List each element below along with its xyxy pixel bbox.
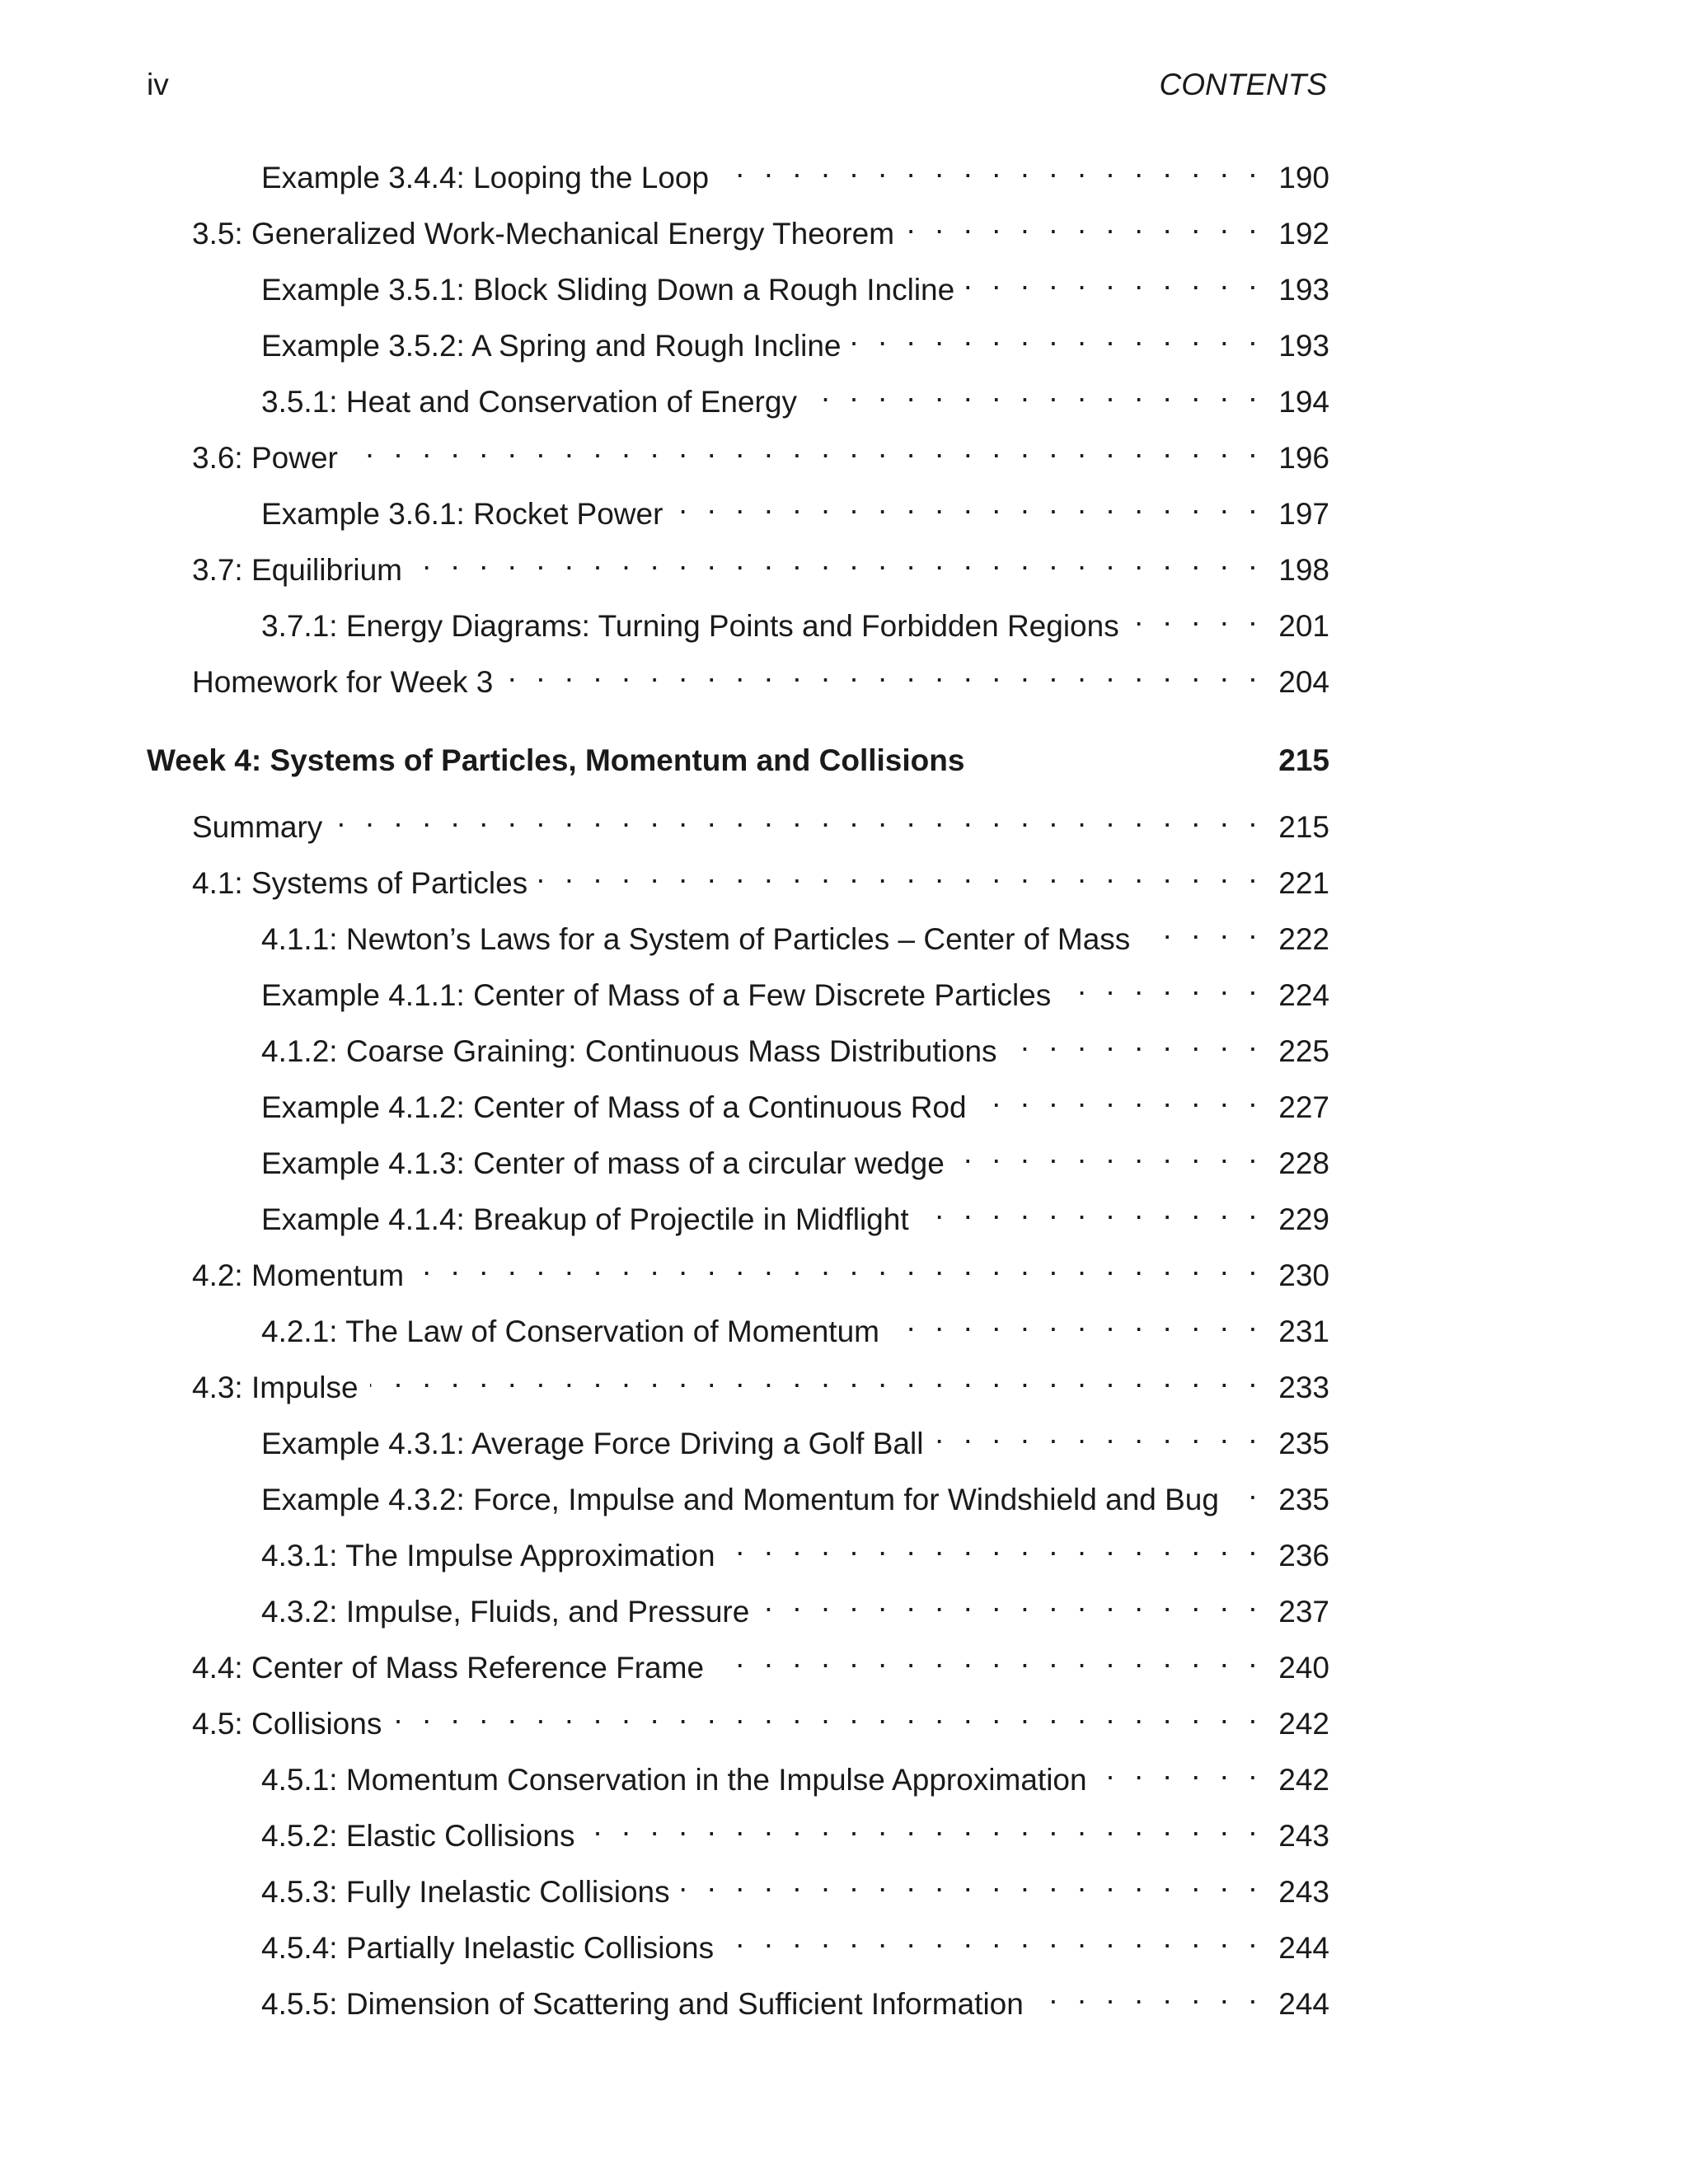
- toc-entry-label: 4.4: Center of Mass Reference Frame: [192, 1651, 705, 1685]
- dot-leader: [1035, 1973, 1257, 2014]
- toc-entry[interactable]: [261, 1188, 1329, 1236]
- toc-entry-label: Example 3.5.1: Block Sliding Down a Rough Incline: [261, 273, 955, 307]
- dot-leader: [978, 1076, 1257, 1118]
- toc-entry-page: 194: [1278, 385, 1329, 419]
- dot-leader: [720, 147, 1257, 188]
- toc-entry-page: 229: [1278, 1202, 1329, 1236]
- dot-leader: [393, 1693, 1257, 1734]
- toc-entry[interactable]: [261, 1076, 1329, 1124]
- toc-entry-page: 190: [1278, 161, 1329, 194]
- toc-entry-label: 4.5: Collisions: [192, 1707, 382, 1741]
- toc-entry-page: 231: [1278, 1315, 1329, 1348]
- toc-entry-label: 3.7: Equilibrium: [192, 553, 403, 587]
- dot-leader: [761, 1581, 1257, 1622]
- toc-entry-label: 4.3.2: Impulse, Fluids, and Pressure: [261, 1595, 750, 1629]
- toc-entry-page: 222: [1278, 922, 1329, 956]
- toc-entry-page: 244: [1278, 1931, 1329, 1965]
- toc-entry[interactable]: [261, 371, 1329, 419]
- toc-chapter-heading[interactable]: [147, 740, 1329, 781]
- toc-entry-page: 240: [1278, 1651, 1329, 1685]
- toc-entry[interactable]: [261, 259, 1329, 307]
- toc-entry[interactable]: [261, 908, 1329, 956]
- toc-entry[interactable]: [261, 315, 1329, 363]
- toc-entry-page: 224: [1278, 978, 1329, 1012]
- dot-leader: [809, 371, 1257, 412]
- toc-entry[interactable]: [261, 1861, 1329, 1909]
- toc-entry[interactable]: [192, 852, 1329, 900]
- toc-entry[interactable]: [261, 1020, 1329, 1068]
- toc-entry-page: 198: [1278, 553, 1329, 587]
- toc-entry-label: 4.5.1: Momentum Conservation in the Impulse Approximation: [261, 1763, 1087, 1797]
- toc-entry-label: 4.2.1: The Law of Conservation of Momentum: [261, 1315, 879, 1348]
- toc-entry-page: 230: [1278, 1258, 1329, 1292]
- toc-entry-page: 196: [1278, 441, 1329, 475]
- toc-entry[interactable]: [261, 1132, 1329, 1180]
- toc-entry-label: 4.5.3: Fully Inelastic Collisions: [261, 1875, 670, 1909]
- toc-entry[interactable]: [261, 1469, 1329, 1516]
- dot-leader: [891, 1301, 1257, 1342]
- toc-entry-label: 4.5.2: Elastic Collisions: [261, 1819, 575, 1853]
- toc-entry-page: 221: [1278, 866, 1329, 900]
- dot-leader: [370, 1357, 1257, 1398]
- dot-leader: [414, 539, 1257, 580]
- toc-entry-page: 201: [1278, 609, 1329, 643]
- dot-leader: [1009, 1020, 1257, 1062]
- toc-entry[interactable]: [261, 1805, 1329, 1853]
- toc-entry-label: Homework for Week 3: [192, 665, 494, 699]
- toc-entry-page: 228: [1278, 1146, 1329, 1180]
- toc-entry[interactable]: [192, 539, 1329, 587]
- dot-leader: [1142, 908, 1257, 949]
- toc-entry[interactable]: [192, 1693, 1329, 1741]
- dot-leader: [674, 483, 1257, 524]
- toc-entry[interactable]: [261, 483, 1329, 531]
- dot-leader: [334, 796, 1257, 837]
- toc-chapter-page: 215: [1278, 743, 1329, 777]
- toc-entry-page: 236: [1278, 1539, 1329, 1572]
- dot-leader: [682, 1861, 1257, 1902]
- toc-entry[interactable]: [192, 203, 1329, 251]
- toc-entry[interactable]: [192, 651, 1329, 699]
- toc-entry-label: Example 4.1.3: Center of mass of a circular wedge: [261, 1146, 945, 1180]
- dot-leader: [349, 427, 1257, 468]
- toc-entry-label: 4.1.1: Newton’s Laws for a System of Particles – Center of Mass: [261, 922, 1131, 956]
- toc-entry-label: 4.5.4: Partially Inelastic Collisions: [261, 1931, 715, 1965]
- toc-entry-page: 235: [1278, 1427, 1329, 1460]
- toc-entry[interactable]: [192, 796, 1329, 844]
- toc-entry[interactable]: [261, 147, 1329, 194]
- toc-entry-label: 4.1.2: Coarse Graining: Continuous Mass Distributions: [261, 1034, 997, 1068]
- toc-entry[interactable]: [192, 1357, 1329, 1404]
- dot-leader: [906, 203, 1257, 244]
- toc-entry-label: Example 3.6.1: Rocket Power: [261, 497, 663, 531]
- toc-entry-page: 215: [1278, 810, 1329, 844]
- dot-leader: [852, 315, 1257, 356]
- dot-leader: [539, 852, 1257, 893]
- dot-leader: [725, 1917, 1257, 1958]
- dot-leader: [1062, 964, 1257, 1005]
- toc-entry-label: 4.5.5: Dimension of Scattering and Sufficient Information: [261, 1987, 1024, 2021]
- toc-entry-page: 243: [1278, 1819, 1329, 1853]
- toc-entry-label: Example 4.3.1: Average Force Driving a Golf Ball: [261, 1427, 924, 1460]
- toc-entry-label: Example 4.1.2: Center of Mass of a Continuous Rod: [261, 1090, 967, 1124]
- toc-entry-label: 3.5.1: Heat and Conservation of Energy: [261, 385, 797, 419]
- dot-leader: [727, 1525, 1257, 1566]
- dot-leader: [1231, 1469, 1257, 1510]
- toc-entry-page: 204: [1278, 665, 1329, 699]
- dot-leader: [921, 1188, 1257, 1230]
- toc-entry-label: 3.6: Power: [192, 441, 338, 475]
- toc-entry-page: 192: [1278, 217, 1329, 251]
- toc-entry[interactable]: [261, 1973, 1329, 2021]
- toc-entry-page: 244: [1278, 1987, 1329, 2021]
- toc-entry[interactable]: [261, 1413, 1329, 1460]
- toc-entry[interactable]: [261, 1581, 1329, 1629]
- running-head: CONTENTS: [1159, 68, 1327, 101]
- toc-entry-label: Example 3.5.2: A Spring and Rough Incline: [261, 329, 842, 363]
- toc-entry-page: 237: [1278, 1595, 1329, 1629]
- dot-leader: [1131, 595, 1257, 636]
- toc-entry-page: 242: [1278, 1707, 1329, 1741]
- toc-entry-page: 233: [1278, 1371, 1329, 1404]
- dot-leader: [1099, 1749, 1257, 1790]
- dot-leader: [966, 259, 1257, 300]
- toc-entry[interactable]: [192, 1637, 1329, 1685]
- dot-leader: [586, 1805, 1257, 1846]
- dot-leader: [935, 1413, 1257, 1454]
- toc-entry-page: 242: [1278, 1763, 1329, 1797]
- page-number: iv: [147, 68, 169, 101]
- dot-leader: [956, 1132, 1257, 1174]
- toc-chapter-label: Week 4: Systems of Particles, Momentum and Collisions: [147, 743, 965, 777]
- toc-entry-label: 3.7.1: Energy Diagrams: Turning Points and Forbidden Regions: [261, 609, 1119, 643]
- toc-entry-label: Example 3.4.4: Looping the Loop: [261, 161, 710, 194]
- toc-entry[interactable]: [261, 1301, 1329, 1348]
- toc-entry-page: 193: [1278, 329, 1329, 363]
- toc-entry[interactable]: [192, 427, 1329, 475]
- toc-entry[interactable]: [192, 1244, 1329, 1292]
- toc-entry-page: 243: [1278, 1875, 1329, 1909]
- toc-entry[interactable]: [261, 1917, 1329, 1965]
- toc-entry-label: 4.3.1: The Impulse Approximation: [261, 1539, 715, 1572]
- toc-entry-label: Example 4.1.4: Breakup of Projectile in Midflight: [261, 1202, 909, 1236]
- toc-entry-page: 197: [1278, 497, 1329, 531]
- toc-entry-label: 4.2: Momentum: [192, 1258, 405, 1292]
- dot-leader: [504, 651, 1257, 692]
- toc-entry-label: 3.5: Generalized Work-Mechanical Energy Theorem: [192, 217, 895, 251]
- toc-entry[interactable]: [261, 1525, 1329, 1572]
- toc-entry[interactable]: [261, 595, 1329, 643]
- toc-entry-label: Example 4.3.2: Force, Impulse and Momentum for Windshield and Bug: [261, 1483, 1219, 1516]
- toc-entry-page: 225: [1278, 1034, 1329, 1068]
- toc-entry-page: 193: [1278, 273, 1329, 307]
- toc-entry-page: 235: [1278, 1483, 1329, 1516]
- dot-leader: [415, 1244, 1257, 1286]
- toc-entry-label: 4.1: Systems of Particles: [192, 866, 528, 900]
- toc-entry-label: Summary: [192, 810, 323, 844]
- toc-entry[interactable]: [261, 1749, 1329, 1797]
- toc-entry-page: 227: [1278, 1090, 1329, 1124]
- dot-leader: [715, 1637, 1257, 1678]
- toc-entry-label: 4.3: Impulse: [192, 1371, 359, 1404]
- toc-entry[interactable]: [261, 964, 1329, 1012]
- toc-entry-label: Example 4.1.1: Center of Mass of a Few Discrete Particles: [261, 978, 1052, 1012]
